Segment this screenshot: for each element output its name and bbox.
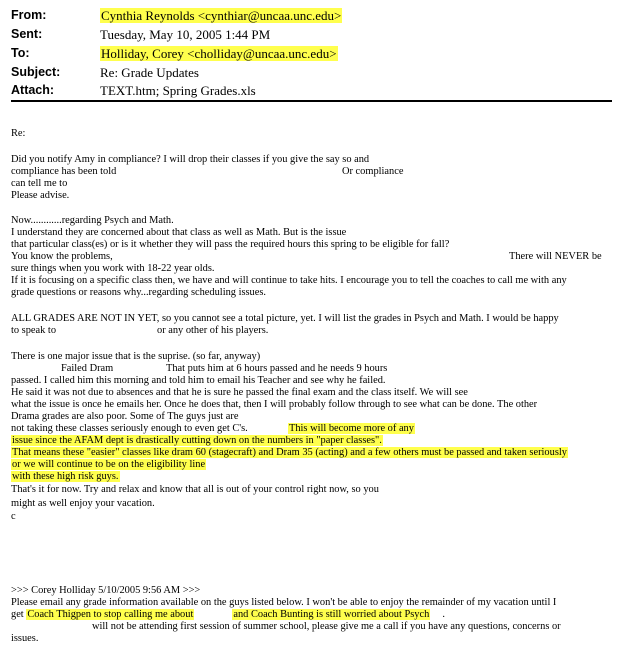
from-value-text: Cynthia Reynolds <cynthiar@uncaa.unc.edu>: [101, 8, 342, 23]
quote-line: issues.: [11, 633, 39, 644]
body-line: There is one major issue that is the suprise. (so far, anyway): [11, 351, 261, 362]
highlighted-line: [11, 471, 120, 483]
body-line: I understand they are concerned about that class as well as Math. But is the issue: [11, 227, 347, 238]
body-line: Or compliance: [342, 166, 404, 177]
to-value-text: Holliday, Corey <cholliday@uncaa.unc.edu>: [101, 46, 337, 61]
body-line: that particular class(es) or is it whether they will pass the required hours this spring to be eligible for fall?: [11, 239, 450, 250]
body-line: what the issue is once he emails her. Once he does that, then I will probably follow through to see what can be done. The other: [11, 399, 538, 410]
body-line: to speak to: [11, 325, 57, 336]
body-line: ALL GRADES ARE NOT IN YET, so you cannot see a total picture, yet. I will list the grades in Psych and Math. I would be happy: [11, 313, 559, 324]
quote-line: [11, 609, 445, 621]
greeting: Re:: [11, 128, 26, 139]
body-line: That puts him at 6 hours passed and he needs 9 hours: [166, 363, 388, 374]
attach-value: TEXT.htm; Spring Grades.xls: [100, 83, 256, 98]
subject-value: Re: Grade Updates: [100, 65, 199, 80]
highlighted-text: This will become more of any: [289, 423, 414, 434]
body-line: Please advise.: [11, 190, 70, 201]
sent-value: Tuesday, May 10, 2005 1:44 PM: [100, 27, 271, 42]
quote-text: .: [442, 609, 445, 620]
body-line: If it is focusing on a specific class then, we have and will continue to take hits. I encourage you to tell the coaches to call me with any: [11, 275, 567, 286]
subject-label: Subject:: [11, 65, 61, 79]
body-line: sure things when you work with 18-22 year olds.: [11, 263, 215, 274]
quote-line: Please email any grade information available on the guys listed below. I won't be able to enjoy the remainder of my vacation until I: [11, 597, 557, 608]
to-label: To:: [11, 46, 30, 60]
quote-header: >>> Corey Holliday 5/10/2005 9:56 AM >>>: [11, 585, 201, 596]
highlighted-text: Coach Thigpen to stop calling me about: [27, 609, 194, 620]
highlighted-text: issue since the AFAM dept is drastically cutting down on the numbers in "paper classes".: [12, 435, 382, 446]
attach-label: Attach:: [11, 83, 55, 97]
highlighted-text: with these high risk guys.: [12, 471, 119, 482]
body-line: Did you notify Amy in compliance? I will drop their classes if you give the say so and: [11, 154, 370, 165]
body-line: There will NEVER be: [509, 251, 602, 262]
sent-label: Sent:: [11, 27, 43, 41]
highlighted-line: [288, 423, 415, 435]
highlighted-text: or we will continue to be on the eligibility line: [12, 459, 206, 470]
signature: c: [11, 511, 16, 522]
from-value: [100, 8, 342, 24]
body-line: not taking these classes seriously enough to even get C's.: [11, 423, 248, 434]
quote-text: get: [11, 609, 24, 620]
highlighted-text: and Coach Bunting is still worried about Psych: [233, 609, 430, 620]
body-line: He said it was not due to absences and that he is sure he passed the final exam and the class itself. We will see: [11, 387, 468, 398]
body-line: Now............regarding Psych and Math.: [11, 215, 174, 226]
body-line: You know the problems,: [11, 251, 113, 262]
highlighted-line: [11, 459, 206, 471]
body-line: That's it for now. Try and relax and know that all is out of your control right now, so you: [11, 484, 379, 495]
to-value: [100, 46, 338, 62]
from-label: From:: [11, 8, 47, 22]
body-line: Drama grades are also poor. Some of The guys just are: [11, 411, 239, 422]
highlighted-line: [11, 435, 383, 447]
quote-line: will not be attending first session of summer school, please give me a call if you have any questions, concerns or: [92, 621, 561, 632]
body-line: might as well enjoy your vacation.: [11, 498, 155, 509]
body-line: compliance has been told: [11, 166, 117, 177]
highlighted-line: [11, 447, 568, 459]
body-line: Failed Dram: [61, 363, 114, 374]
body-line: can tell me to: [11, 178, 68, 189]
body-line: or any other of his players.: [157, 325, 269, 336]
body-line: passed. I called him this morning and told him to email his Teacher and see why he failed.: [11, 375, 386, 386]
body-line: grade questions or reasons why...regarding scheduling issues.: [11, 287, 266, 298]
header-divider: [11, 100, 612, 102]
highlighted-text: That means these "easier" classes like dram 60 (stagecraft) and Dram 35 (acting) and a few others must be passed and taken seriously: [12, 447, 567, 458]
